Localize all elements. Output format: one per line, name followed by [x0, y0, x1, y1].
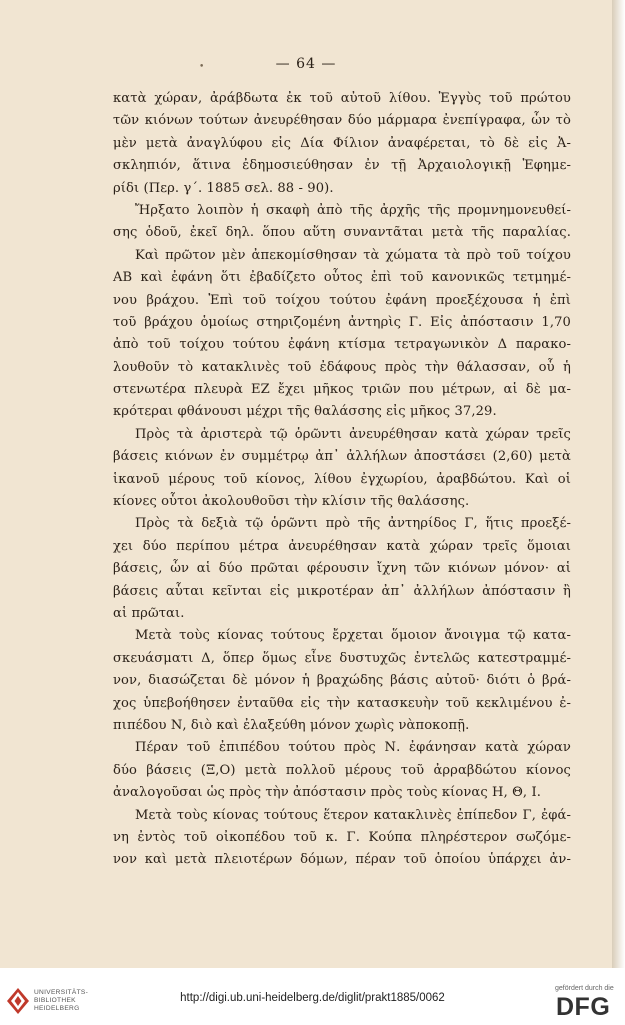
viewer-footer	[0, 968, 625, 1025]
university-name-line: HEIDELBERG	[34, 1005, 80, 1012]
text-line: σκευάσματι Δ, ὅπερ ὅμως εἶνε δυστυχῶς ἐντελῶς κατεστραμμέ-	[113, 650, 571, 666]
body-text	[113, 88, 571, 872]
text-line: κίονες οὗτοι ἀκολουθοῦσι τὴν κλίσιν τῆς θαλάσσης.	[113, 494, 470, 510]
text-line: νη ἐντὸς τοῦ οἰκοπέδου τοῦ κ. Γ. Κούπα πληρέστερον σωζόμε-	[113, 829, 571, 845]
text-line: χος ὑπεβοήθησεν ἐνταῦθα εἰς τὴν κατασκευὴν τοῦ κεκλιμένου ἐ-	[113, 695, 571, 711]
text-line: δύο βάσεις (Ξ,Ο) μετὰ πολλοῦ μέρους τοῦ ἀρραβδώτου κίονος	[113, 762, 571, 778]
text-line: νον, διασώζεται δὲ μόνον ἡ βραχώδης βάσις αὐτοῦ· διότι ὁ βρά-	[113, 673, 571, 689]
text-line: κρότεραι φθάνουσι μέχρι τῆς θαλάσσης εἰς μῆκος 37,29.	[113, 404, 497, 420]
text-line: νου βράχου. Ἐπὶ τοῦ τοίχου τούτου ἐφάνη προεξέχουσα ἡ ἐπὶ	[113, 292, 571, 308]
text-line: Πρὸς τὰ δεξιὰ τῷ ὁρῶντι πρὸ τῆς ἀντηρίδος Γ, ἥτις προεξέ-	[135, 516, 571, 532]
text-line: ΑΒ καὶ ἐφάνη ὅτι ἐβαδίζετο οὗτος ἐπὶ τοῦ κανονικῶς τετμημέ-	[113, 270, 571, 286]
text-line: πιπέδου Ν, διὸ καὶ ἐλαξεύθη μόνον χωρὶς νὰποκοπῇ.	[113, 717, 470, 733]
text-line: Μετὰ τοὺς κίονας τούτους ἕτερον κατακλινὲς ἐπίπεδον Γ, ἐφά-	[135, 807, 571, 823]
text-line: ἀναλογοῦσαι ὡς πρὸς τὴν ἀπόστασιν πρὸς τοὺς κίονας Η, Θ, Ι.	[113, 785, 541, 801]
text-line: Μετὰ τοὺς κίονας τούτους ἔρχεται ὅμοιον ἄνοιγμα τῷ κατα-	[135, 628, 571, 644]
text-line: ἀπὸ τοῦ τοίχου τούτου ἐφάνη κτίσμα τετραγωνικὸν Δ παρακο-	[113, 337, 571, 353]
text-line: χει δύο περίπου μέτρα ἀνευρέθησαν κατὰ χώραν τρεῖς ὅμοιαι	[113, 538, 571, 554]
text-line: βάσεις, ὧν αἱ δύο πρῶται φέρουσιν ἴχνη τῶν κιόνων μόνον· αἱ	[113, 561, 571, 577]
text-line: Πρὸς τὰ ἀριστερὰ τῷ ὁρῶντι ἀνευρέθησαν κατὰ χώραν τρεῖς	[135, 426, 571, 442]
text-line: νον καὶ μετὰ πλειοτέρων δόμων, πέραν τοῦ ὁποίου ὑπάρχει ἀν-	[113, 852, 571, 868]
text-line: Ἤρξατο λοιπὸν ἡ σκαφὴ ἀπὸ τῆς ἀρχῆς τῆς προμνημονευθεί-	[135, 202, 571, 218]
text-line: κατὰ χώραν, ἀράβδωτα ἐκ τοῦ αὐτοῦ λίθου. Ἐγγὺς τοῦ πρώτου	[113, 91, 571, 106]
funded-by-text: gefördert durch die	[555, 985, 614, 992]
text-line: βάσεις αὗται κεῖνται εἰς μικροτέραν ἀπ᾽ ἀλλήλων ἀπόστασιν ἢ	[113, 583, 571, 599]
text-line: τῶν κιόνων τούτων ἀνευρέθησαν δύο μάρμαρα ἐνεπίγραφα, ὧν τὸ	[113, 113, 571, 129]
page-edge-shadow	[612, 0, 625, 968]
text-line: βάσεις κιόνων ἐν συμμέτρῳ ἀπ᾽ ἀλλήλων ἀποστάσει (2,60) μετὰ	[113, 449, 571, 465]
text-line: Καὶ πρῶτον μὲν ἀπεκομίσθησαν τὰ χώματα τὰ πρὸ τοῦ τοίχου	[135, 247, 571, 263]
digital-library-url[interactable]: http://digi.ub.uni-heidelberg.de/diglit/prakt1885/0062	[180, 992, 445, 1004]
text-line: λουθοῦν τὸ κατακλινὲς τοῦ ἐδάφους πρὸς τὴν θάλασσαν, οὗ ἡ	[113, 359, 571, 375]
text-line: ρίδι (Περ. γ΄. 1885 σελ. 88 - 90).	[113, 180, 334, 196]
text-line: αἱ πρῶται.	[113, 605, 185, 621]
text-line: σκληπιόν, ἅτινα ἐδημοσιεύθησαν ἐν τῇ Ἀρχαιολογικῇ Ἐφημε-	[113, 158, 571, 174]
text-line: στενωτέρα πλευρὰ ΕΖ ἔχει μῆκος τριῶν που μέτρων, αἱ δὲ μα-	[113, 382, 571, 398]
university-name-line: UNIVERSITÄTS-	[34, 989, 89, 996]
page-number: — 64 —	[275, 56, 337, 72]
text-line: Πέραν τοῦ ἐπιπέδου τούτου πρὸς Ν. ἐφάνησαν κατὰ χώραν	[135, 740, 571, 756]
page-speck: •	[199, 62, 205, 72]
text-line: μὲν μετὰ ἀναγλύφου εἰς Δία Φίλιον ἀναφέρεται, τὸ δὲ εἰς Ἀ-	[113, 135, 571, 151]
university-name-line: BIBLIOTHEK	[34, 997, 76, 1004]
text-line: σης ὁδοῦ, ἐκεῖ δηλ. ὅπου αὕτη συναντᾶται μετὰ τῆς παραλίας.	[113, 225, 571, 241]
text-line: τοῦ βράχου ὁμοίως στηριζομένη ἀντηρὶς Γ. Εἰς ἀπόστασιν 1,70	[113, 314, 571, 330]
text-line: ἱκανοῦ μέρους τοῦ κίονος, λίθου ἐγχωρίου, ἀραβδώτου. Καὶ οἱ	[113, 471, 571, 487]
dfg-logo: DFG	[556, 993, 611, 1021]
